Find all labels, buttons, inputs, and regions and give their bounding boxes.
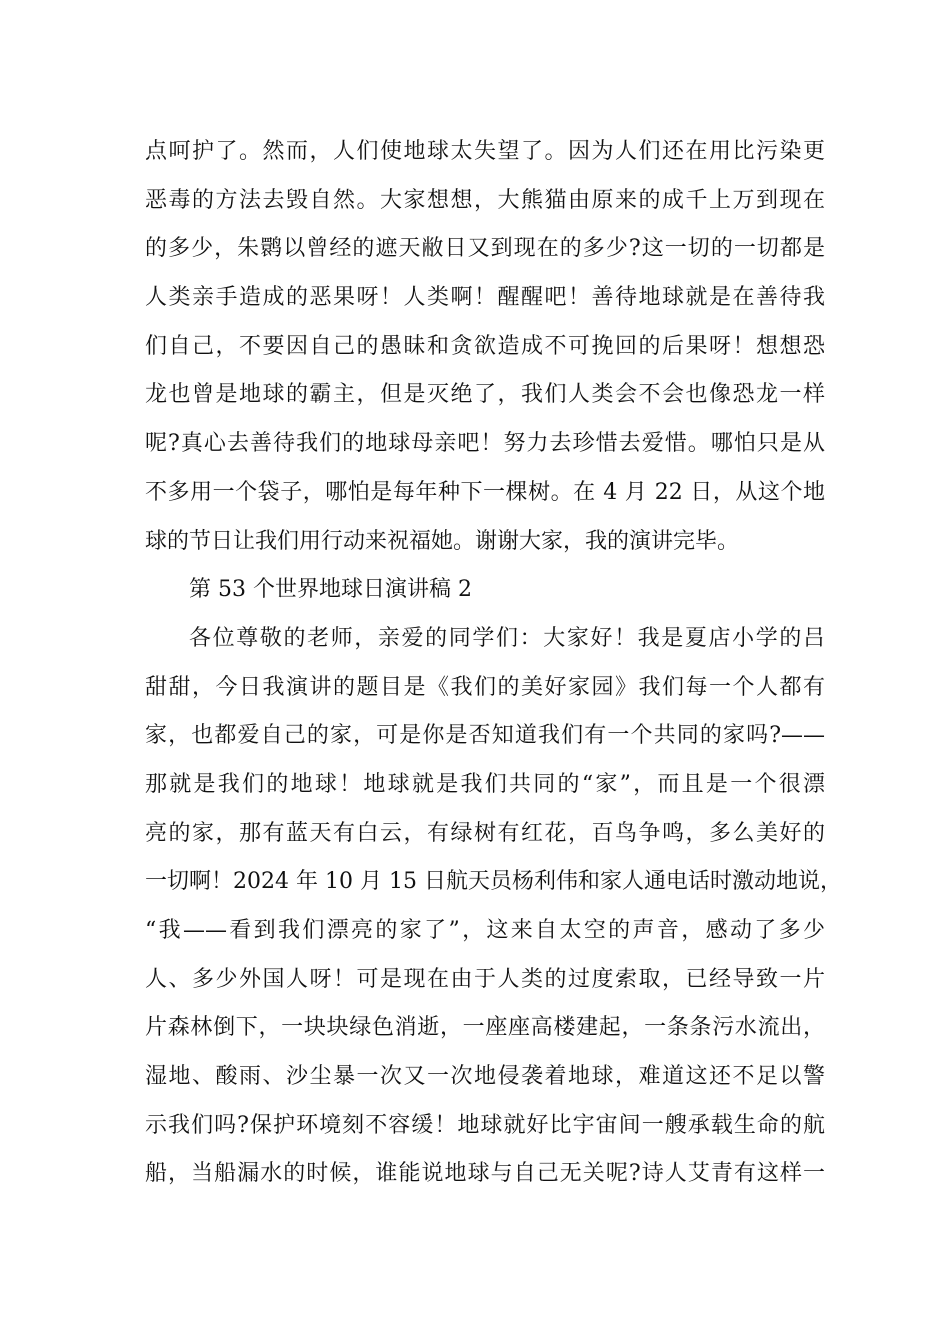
text-line: 甜甜，今日我演讲的题目是《我们的美好家园》我们每一个人都有: [145, 674, 825, 700]
text-line: 龙也曾是地球的霸主，但是灭绝了，我们人类会不会也像恐龙一样: [145, 382, 825, 408]
text-line: 呢?真心去善待我们的地球母亲吧！努力去珍惜去爱惜。哪怕只是从: [145, 431, 825, 457]
text-line: 人、多少外国人呀！可是现在由于人类的过度索取，已经导致一片: [145, 966, 825, 992]
text-line: 球的节日让我们用行动来祝福她。谢谢大家，我的演讲完毕。: [145, 528, 740, 554]
text-line: 湿地、酸雨、沙尘暴一次又一次地侵袭着地球，难道这还不足以警: [145, 1064, 825, 1090]
text-line: 恶毒的方法去毁自然。大家想想，大熊猫由原来的成千上万到现在: [145, 187, 825, 213]
text-line: 亮的家，那有蓝天有白云，有绿树有红花，百鸟争鸣，多么美好的: [145, 820, 825, 846]
text-line: 各位尊敬的老师，亲爱的同学们：大家好！我是夏店小学的吕: [189, 625, 825, 651]
section-heading: 第 53 个世界地球日演讲稿 2: [189, 577, 472, 603]
text-line: “我——看到我们漂亮的家了”，这来自太空的声音，感动了多少: [145, 918, 825, 943]
text-line: 家，也都爱自己的家，可是你是否知道我们有一个共同的家吗?——: [145, 723, 825, 749]
text-line: 人类亲手造成的恶果呀！人类啊！醒醒吧！善待地球就是在善待我: [145, 285, 825, 311]
text-line: 的多少，朱鹮以曾经的遮天敝日又到现在的多少?这一切的一切都是: [145, 236, 825, 262]
text-line: 不多用一个袋子，哪怕是每年种下一棵树。在 4 月 22 日，从这个地: [145, 479, 825, 505]
text-line: 船，当船漏水的时候，谁能说地球与自己无关呢?诗人艾青有这样一: [145, 1161, 825, 1187]
text-line: 们自己，不要因自己的愚昧和贪欲造成不可挽回的后果呀！想想恐: [145, 333, 825, 359]
text-line: 点呵护了。然而，人们使地球太失望了。因为人们还在用比污染更: [145, 139, 825, 164]
text-line: 示我们吗?保护环境刻不容缓！地球就好比宇宙间一艘承载生命的航: [145, 1112, 825, 1138]
body-text: [145, 128, 842, 1199]
text-line: 那就是我们的地球！地球就是我们共同的“家”，而且是一个很漂: [145, 771, 825, 797]
text-line: 片森林倒下，一块块绿色消逝，一座座高楼建起，一条条污水流出，: [145, 1015, 825, 1041]
text-line: 一切啊！2024 年 10 月 15 日航天员杨利伟和家人通电话时激动地说，: [145, 869, 842, 895]
